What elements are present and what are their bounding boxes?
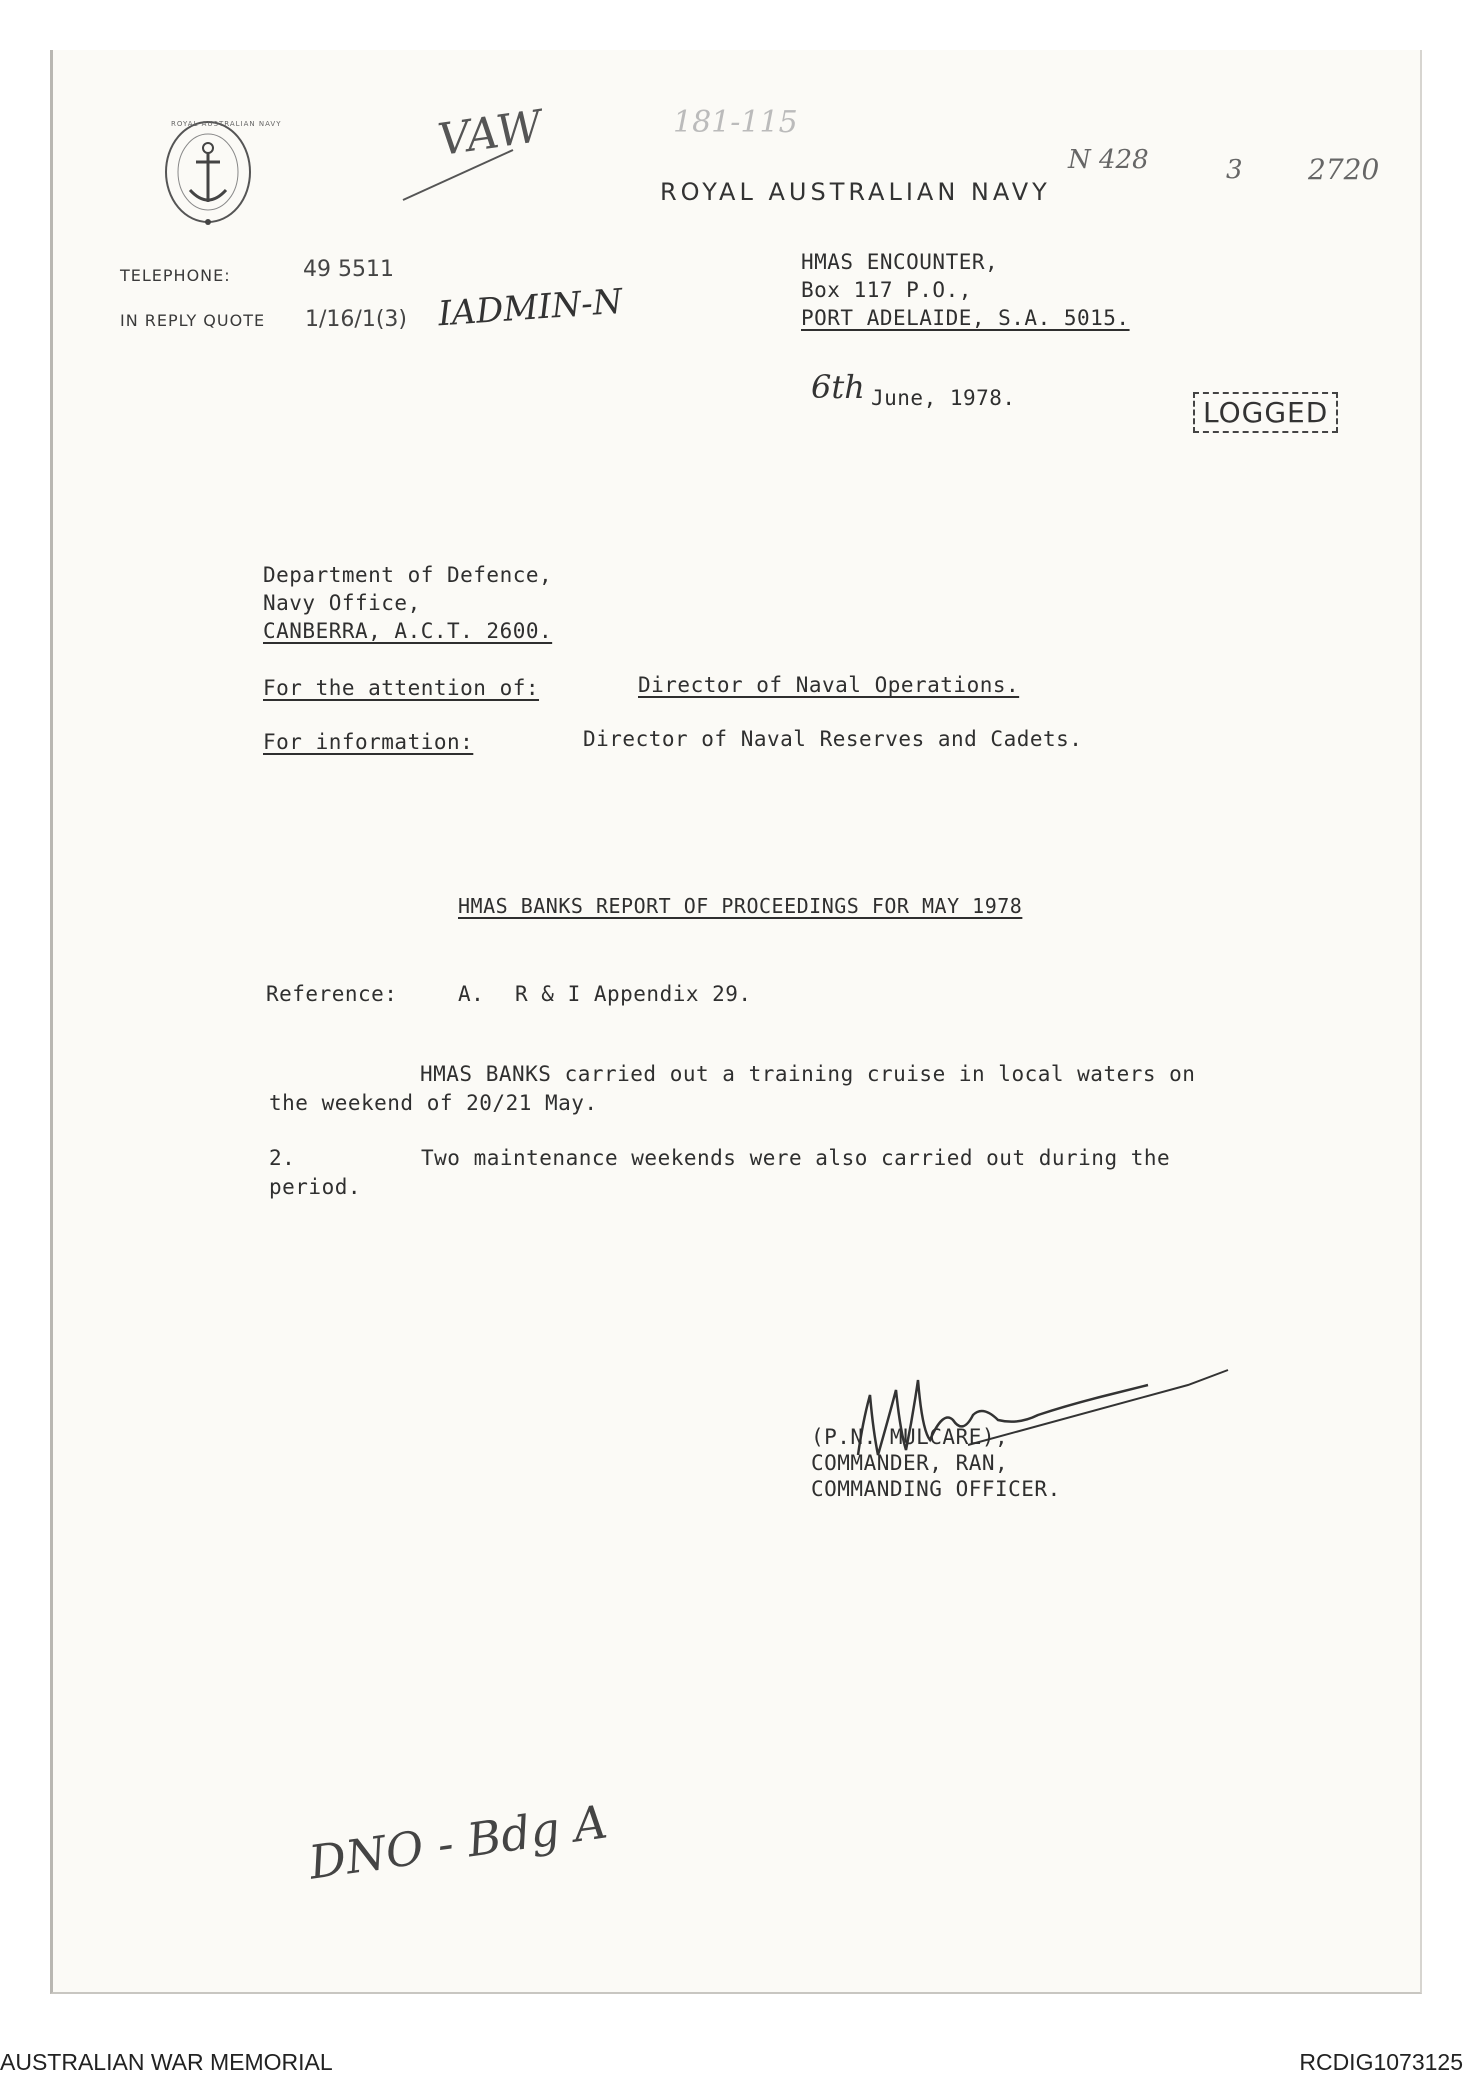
attention-label: For the attention of: — [263, 676, 540, 700]
handwritten-routing: DNO - Bdg A — [305, 1794, 611, 1890]
reference-label: Reference: — [266, 982, 398, 1006]
para1-line1: HMAS BANKS carried out a training cruise in local waters on — [420, 1062, 1196, 1086]
recipient-line-3: CANBERRA, A.C.T. 2600. — [263, 619, 553, 643]
reference-text: R & I Appendix 29. — [515, 982, 752, 1006]
recipient-line-2: Navy Office, — [263, 591, 421, 615]
address-line-1: HMAS ENCOUNTER, — [801, 250, 999, 274]
handwritten-initials: VAW — [434, 101, 546, 166]
logged-stamp: LOGGED — [1193, 392, 1338, 433]
date-typed: June, 1978. — [871, 386, 1016, 410]
footer-left: AUSTRALIAN WAR MEMORIAL — [0, 2049, 333, 2075]
address-line-2: Box 117 P.O., — [801, 278, 972, 302]
info-value: Director of Naval Reserves and Cadets. — [583, 727, 1083, 751]
address-line-3: PORT ADELAIDE, S.A. 5015. — [801, 306, 1130, 330]
para1-line2: the weekend of 20/21 May. — [269, 1091, 598, 1115]
reply-handwritten: IADMIN-N — [436, 281, 624, 335]
reply-label: IN REPLY QUOTE — [120, 311, 266, 330]
reference-item: A. — [458, 982, 485, 1006]
document-page — [50, 50, 1422, 1994]
signatory-name: (P.N. MULCARE), — [811, 1425, 1009, 1449]
info-label: For information: — [263, 730, 474, 754]
date-handwritten: 6th — [811, 368, 865, 406]
recipient-line-1: Department of Defence, — [263, 563, 553, 587]
signatory-role: COMMANDING OFFICER. — [811, 1477, 1061, 1501]
para2-line2: period. — [269, 1175, 362, 1199]
file-number-2: 3 — [1226, 155, 1243, 185]
navy-crest-icon — [148, 110, 268, 230]
telephone-value: 49 5511 — [303, 257, 394, 282]
subject-heading: HMAS BANKS REPORT OF PROCEEDINGS FOR MAY 1978 — [458, 894, 1023, 918]
attention-value: Director of Naval Operations. — [638, 673, 1020, 697]
file-number-3: 2720 — [1308, 153, 1380, 186]
crest-text: ROYAL AUSTRALIAN NAVY — [171, 120, 282, 128]
telephone-label: TELEPHONE: — [120, 266, 231, 285]
pencil-reference: 181-115 — [673, 105, 798, 140]
organisation-name: ROYAL AUSTRALIAN NAVY — [660, 178, 1051, 206]
para2-line1: Two maintenance weekends were also carried out during the — [421, 1146, 1171, 1170]
reply-value: 1/16/1(3) — [305, 307, 407, 332]
para2-number: 2. — [269, 1146, 296, 1170]
initials-stroke — [398, 145, 518, 205]
footer-right: RCDIG1073125 — [1299, 2049, 1463, 2075]
signatory-rank: COMMANDER, RAN, — [811, 1451, 1009, 1475]
file-number: N 428 — [1068, 145, 1149, 175]
